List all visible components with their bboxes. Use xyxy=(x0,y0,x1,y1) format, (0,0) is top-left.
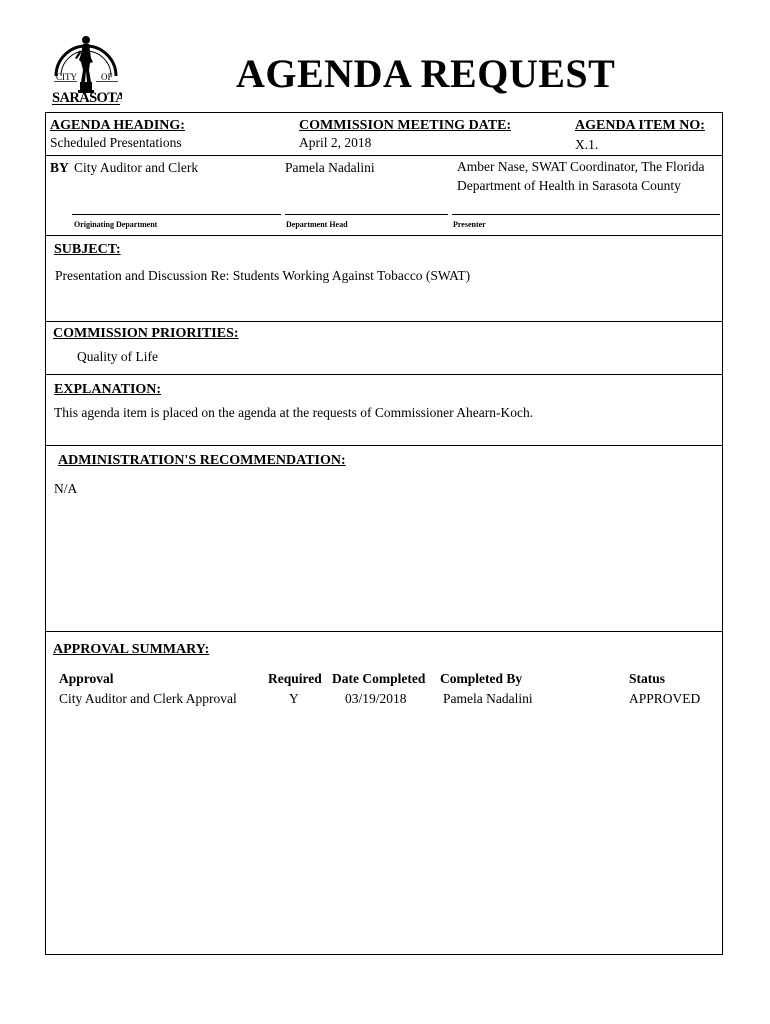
department-head-caption: Department Head xyxy=(286,220,348,229)
explanation-text: This agenda item is placed on the agenda at the requests of Commissioner Ahearn-Koch. xyxy=(54,405,534,420)
date-completed-column-header: Date Completed xyxy=(332,671,426,686)
status-cell: APPROVED xyxy=(629,691,701,706)
approval-cell: City Auditor and Clerk Approval xyxy=(59,691,237,706)
completed-by-column-header: Completed By xyxy=(440,671,523,686)
department-head-value: Pamela Nadalini xyxy=(285,160,375,175)
required-cell: Y xyxy=(289,691,299,706)
header-divider xyxy=(45,155,723,156)
approval-column-header: Approval xyxy=(59,671,114,686)
date-completed-cell: 03/19/2018 xyxy=(345,691,407,706)
approval-summary-label: APPROVAL SUMMARY: xyxy=(53,642,210,657)
required-column-header: Required xyxy=(268,671,322,686)
city-of-sarasota-logo xyxy=(50,24,122,106)
explanation-label: EXPLANATION: xyxy=(54,382,162,397)
city-seal-icon xyxy=(50,24,122,106)
meeting-date-label: COMMISSION MEETING DATE: xyxy=(299,118,512,133)
presenter-caption: Presenter xyxy=(453,220,486,229)
by-label: BY xyxy=(50,160,69,175)
recommendation-divider xyxy=(45,631,723,632)
priorities-divider xyxy=(45,374,723,375)
form-frame xyxy=(45,112,723,955)
agenda-heading-label: AGENDA HEADING: xyxy=(50,118,185,133)
subject-text: Presentation and Discussion Re: Students Working Against Tobacco (SWAT) xyxy=(55,268,471,283)
by-divider xyxy=(45,235,723,236)
svg-text:OF: OF xyxy=(101,72,113,82)
completed-by-cell: Pamela Nadalini xyxy=(443,691,533,706)
recommendation-text: N/A xyxy=(54,481,78,496)
priorities-text: Quality of Life xyxy=(77,349,158,364)
subject-label: SUBJECT: xyxy=(54,242,121,257)
presenter-value: Amber Nase, SWAT Coordinator, The Florida Department of Health in Sarasota County xyxy=(457,159,705,193)
priorities-label: COMMISSION PRIORITIES: xyxy=(53,326,239,341)
explanation-divider xyxy=(45,445,723,446)
agenda-item-label: AGENDA ITEM NO: xyxy=(575,118,705,133)
agenda-item-value: X.1. xyxy=(575,137,599,152)
svg-text:SARASOTA: SARASOTA xyxy=(52,90,122,106)
originating-signature-line xyxy=(72,214,281,215)
head-signature-line xyxy=(285,214,448,215)
subject-divider xyxy=(45,321,723,322)
recommendation-label: ADMINISTRATION'S RECOMMENDATION: xyxy=(58,453,346,468)
agenda-heading-value: Scheduled Presentations xyxy=(50,135,182,150)
status-column-header: Status xyxy=(629,671,666,686)
page-title: AGENDA REQUEST xyxy=(236,51,616,96)
presenter-signature-line xyxy=(452,214,720,215)
meeting-date-value: April 2, 2018 xyxy=(299,135,372,150)
svg-text:CITY: CITY xyxy=(56,72,77,82)
originating-department-caption: Originating Department xyxy=(74,220,158,229)
originating-department-value: City Auditor and Clerk xyxy=(74,160,199,175)
